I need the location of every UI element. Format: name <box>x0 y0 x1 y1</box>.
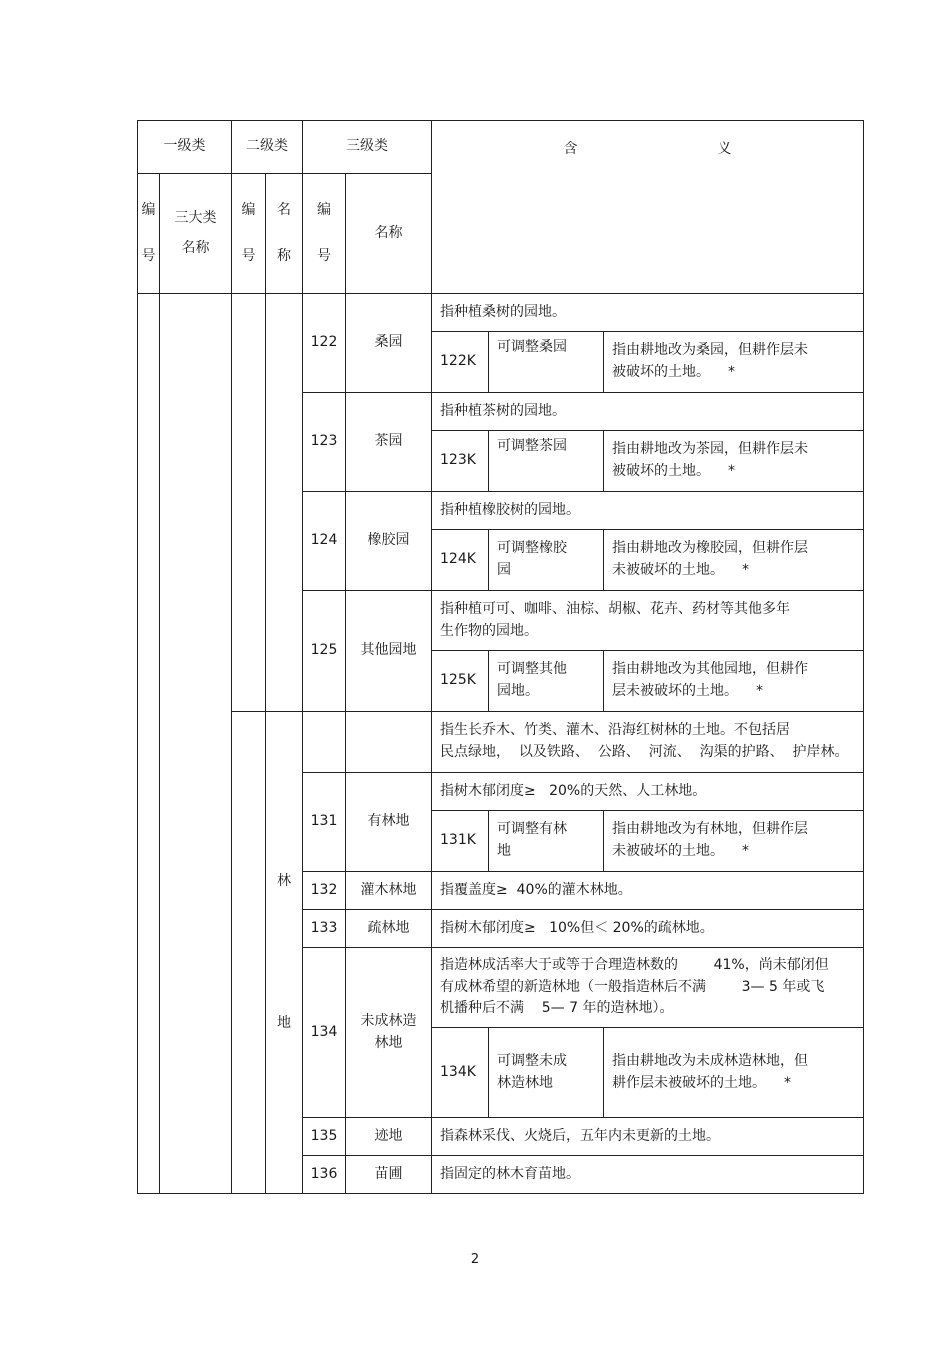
header-l3-code <box>303 174 346 294</box>
header-level1: 一级类 <box>138 121 232 174</box>
code-136: 136 <box>303 1156 346 1194</box>
header-l1-code-char2: 号 <box>141 247 156 264</box>
page-number: 2 <box>470 1252 480 1267</box>
header-l2-name <box>266 174 303 294</box>
def-134k-line1: 指由耕地改为未成林造林地，但 <box>612 1052 808 1069</box>
mark-124k: * <box>742 562 749 578</box>
def-125k-text2: 层未被破坏的土地。 <box>612 683 738 699</box>
header-l2-code <box>232 174 266 294</box>
name-124: 橡胶园 <box>346 492 432 591</box>
name-133: 疏林地 <box>346 910 432 948</box>
name-134k-line2: 林造林地 <box>497 1074 553 1091</box>
def-122k-line2 <box>612 362 855 384</box>
name-123k: 可调整茶园 <box>489 431 604 492</box>
def-131: 指树木郁闭度≥ 20%的天然、人工林地。 <box>432 773 864 811</box>
code-122: 122 <box>303 294 346 393</box>
def-123k <box>604 431 864 492</box>
def-124k <box>604 530 864 591</box>
header-l1-code <box>138 174 160 294</box>
def-forest <box>432 712 864 773</box>
def-124k-line1: 指由耕地改为橡胶园，但耕作层 <box>612 540 808 557</box>
name-125k-line1: 可调整其他 <box>497 661 567 678</box>
header-level3: 三级类 <box>303 121 432 174</box>
header-l2-name-char2: 称 <box>277 247 291 264</box>
blank-l1-major <box>160 294 232 1194</box>
def-122k-text2: 被破坏的土地。 <box>612 364 710 380</box>
name-136: 苗圃 <box>346 1156 432 1194</box>
header-level2: 二级类 <box>232 121 303 174</box>
def-134-line2: 有成林希望的新造林地（一般指造林后不满 3— 5 年或飞 <box>440 978 825 995</box>
mark-123k: * <box>728 463 735 479</box>
name-134k <box>489 1028 604 1118</box>
header-row-levels <box>138 121 864 174</box>
name-132: 灌木林地 <box>346 872 432 910</box>
header-meaning <box>432 121 864 294</box>
def-134k-text2: 耕作层未被破坏的土地。 <box>612 1074 766 1091</box>
name-124k-line1: 可调整橡胶 <box>497 540 567 557</box>
name-123: 茶园 <box>346 393 432 492</box>
def-123k-line2 <box>612 461 855 483</box>
def-136: 指固定的林木育苗地。 <box>432 1156 864 1194</box>
def-123k-text2: 被破坏的土地。 <box>612 463 710 479</box>
header-l3-code-char1: 编 <box>317 201 331 218</box>
code-122k: 122K <box>432 332 489 393</box>
header-l3-code-char2: 号 <box>317 247 331 264</box>
header-l2-code-char1: 编 <box>241 201 256 218</box>
code-124: 124 <box>303 492 346 591</box>
header-l2-code-char2: 号 <box>241 247 256 264</box>
name-122k: 可调整桑园 <box>489 332 604 393</box>
name-forest <box>266 712 303 1194</box>
def-122: 指种植桑树的园地。 <box>432 294 864 332</box>
def-122k-line1: 指由耕地改为桑园，但耕作层未 <box>612 342 808 359</box>
mark-122k: * <box>728 364 735 380</box>
header-meaning-char1: 含 <box>563 141 578 157</box>
blank-l2-code-forest <box>232 712 266 1194</box>
code-125: 125 <box>303 591 346 712</box>
name-125: 其他园地 <box>346 591 432 712</box>
name-122: 桑园 <box>346 294 432 393</box>
def-134 <box>432 948 864 1028</box>
name-131k-line1: 可调整有林 <box>497 821 567 838</box>
name-forest-char1: 林 <box>277 872 291 889</box>
def-131k-line2 <box>612 841 855 863</box>
blank-l1-code <box>138 294 160 1194</box>
def-123: 指种植茶树的园地。 <box>432 393 864 431</box>
def-125k-line2 <box>612 681 855 703</box>
name-124k-line2: 园 <box>497 562 511 578</box>
header-meaning-char2: 义 <box>717 141 732 157</box>
name-131k <box>489 811 604 872</box>
code-131: 131 <box>303 773 346 872</box>
def-125 <box>432 591 864 651</box>
header-l1-code-char1: 编 <box>141 201 156 218</box>
code-131k: 131K <box>432 811 489 872</box>
def-123k-line1: 指由耕地改为茶园，但耕作层未 <box>612 441 808 458</box>
def-131k-line1: 指由耕地改为有林地，但耕作层 <box>612 821 808 838</box>
name-131: 有林地 <box>346 773 432 872</box>
name-135: 迹地 <box>346 1118 432 1156</box>
code-134k: 134K <box>432 1028 489 1118</box>
def-124k-line2 <box>612 560 855 582</box>
def-131k-text2: 未被破坏的土地。 <box>612 843 724 859</box>
code-135: 135 <box>303 1118 346 1156</box>
code-123k: 123K <box>432 431 489 492</box>
code-123: 123 <box>303 393 346 492</box>
blank-l2-name-garden <box>266 294 303 712</box>
code-125k: 125K <box>432 651 489 712</box>
def-133: 指树木郁闭度≥ 10%但＜ 20%的疏林地。 <box>432 910 864 948</box>
header-major-line1: 三大类 <box>174 209 217 226</box>
code-133: 133 <box>303 910 346 948</box>
mark-125k: * <box>756 683 763 699</box>
blank-l2-code-garden <box>232 294 266 712</box>
def-131k <box>604 811 864 872</box>
blank-forest-name <box>346 712 432 773</box>
blank-forest-code <box>303 712 346 773</box>
name-125k-line2: 园地。 <box>497 683 539 699</box>
mark-134k: * <box>784 1074 791 1091</box>
land-classification-table <box>137 120 864 1194</box>
def-132: 指覆盖度≥ 40%的灌木林地。 <box>432 872 864 910</box>
def-124k-text2: 未被破坏的土地。 <box>612 562 724 578</box>
def-124: 指种植橡胶树的园地。 <box>432 492 864 530</box>
name-134 <box>346 948 432 1118</box>
name-forest-char2: 地 <box>277 1014 291 1031</box>
name-125k <box>489 651 604 712</box>
table-row-forest-def <box>138 712 864 773</box>
name-124k <box>489 530 604 591</box>
code-124k: 124K <box>432 530 489 591</box>
def-125-line1: 指种植可可、咖啡、油棕、胡椒、花卉、药材等其他多年 <box>440 600 790 617</box>
mark-131k: * <box>742 843 749 859</box>
name-134-line1: 未成林造 <box>360 1012 417 1029</box>
name-134k-line1: 可调整未成 <box>497 1052 567 1069</box>
header-major-line2: 名称 <box>181 239 210 256</box>
name-131k-line2: 地 <box>497 843 511 859</box>
header-l1-major <box>160 174 232 294</box>
def-122k <box>604 332 864 393</box>
def-forest-line1: 指生长乔木、竹类、灌木、沿海红树林的土地。不包括居 <box>440 722 790 739</box>
def-125k-line1: 指由耕地改为其他园地，但耕作 <box>612 661 808 678</box>
header-l3-name: 名称 <box>346 174 432 294</box>
def-134-line3: 机播种后不满 5— 7 年的造林地）。 <box>440 1000 674 1017</box>
code-132: 132 <box>303 872 346 910</box>
def-forest-line2: 民点绿地， 以及铁路、 公路、 河流、 沟渠的护路、 护岸林。 <box>440 744 849 760</box>
code-134: 134 <box>303 948 346 1118</box>
header-l2-name-char1: 名 <box>277 201 291 218</box>
def-125k <box>604 651 864 712</box>
def-134-line1: 指造林成活率大于或等于合理造林数的 41%，尚未郁闭但 <box>440 956 829 973</box>
table-row-122-def <box>138 294 864 332</box>
name-134-line2: 林地 <box>374 1034 403 1051</box>
def-125-line2: 生作物的园地。 <box>440 622 538 639</box>
def-135: 指森林采伐、火烧后，五年内未更新的土地。 <box>432 1118 864 1156</box>
def-134k-line2 <box>612 1073 855 1095</box>
def-134k <box>604 1028 864 1118</box>
